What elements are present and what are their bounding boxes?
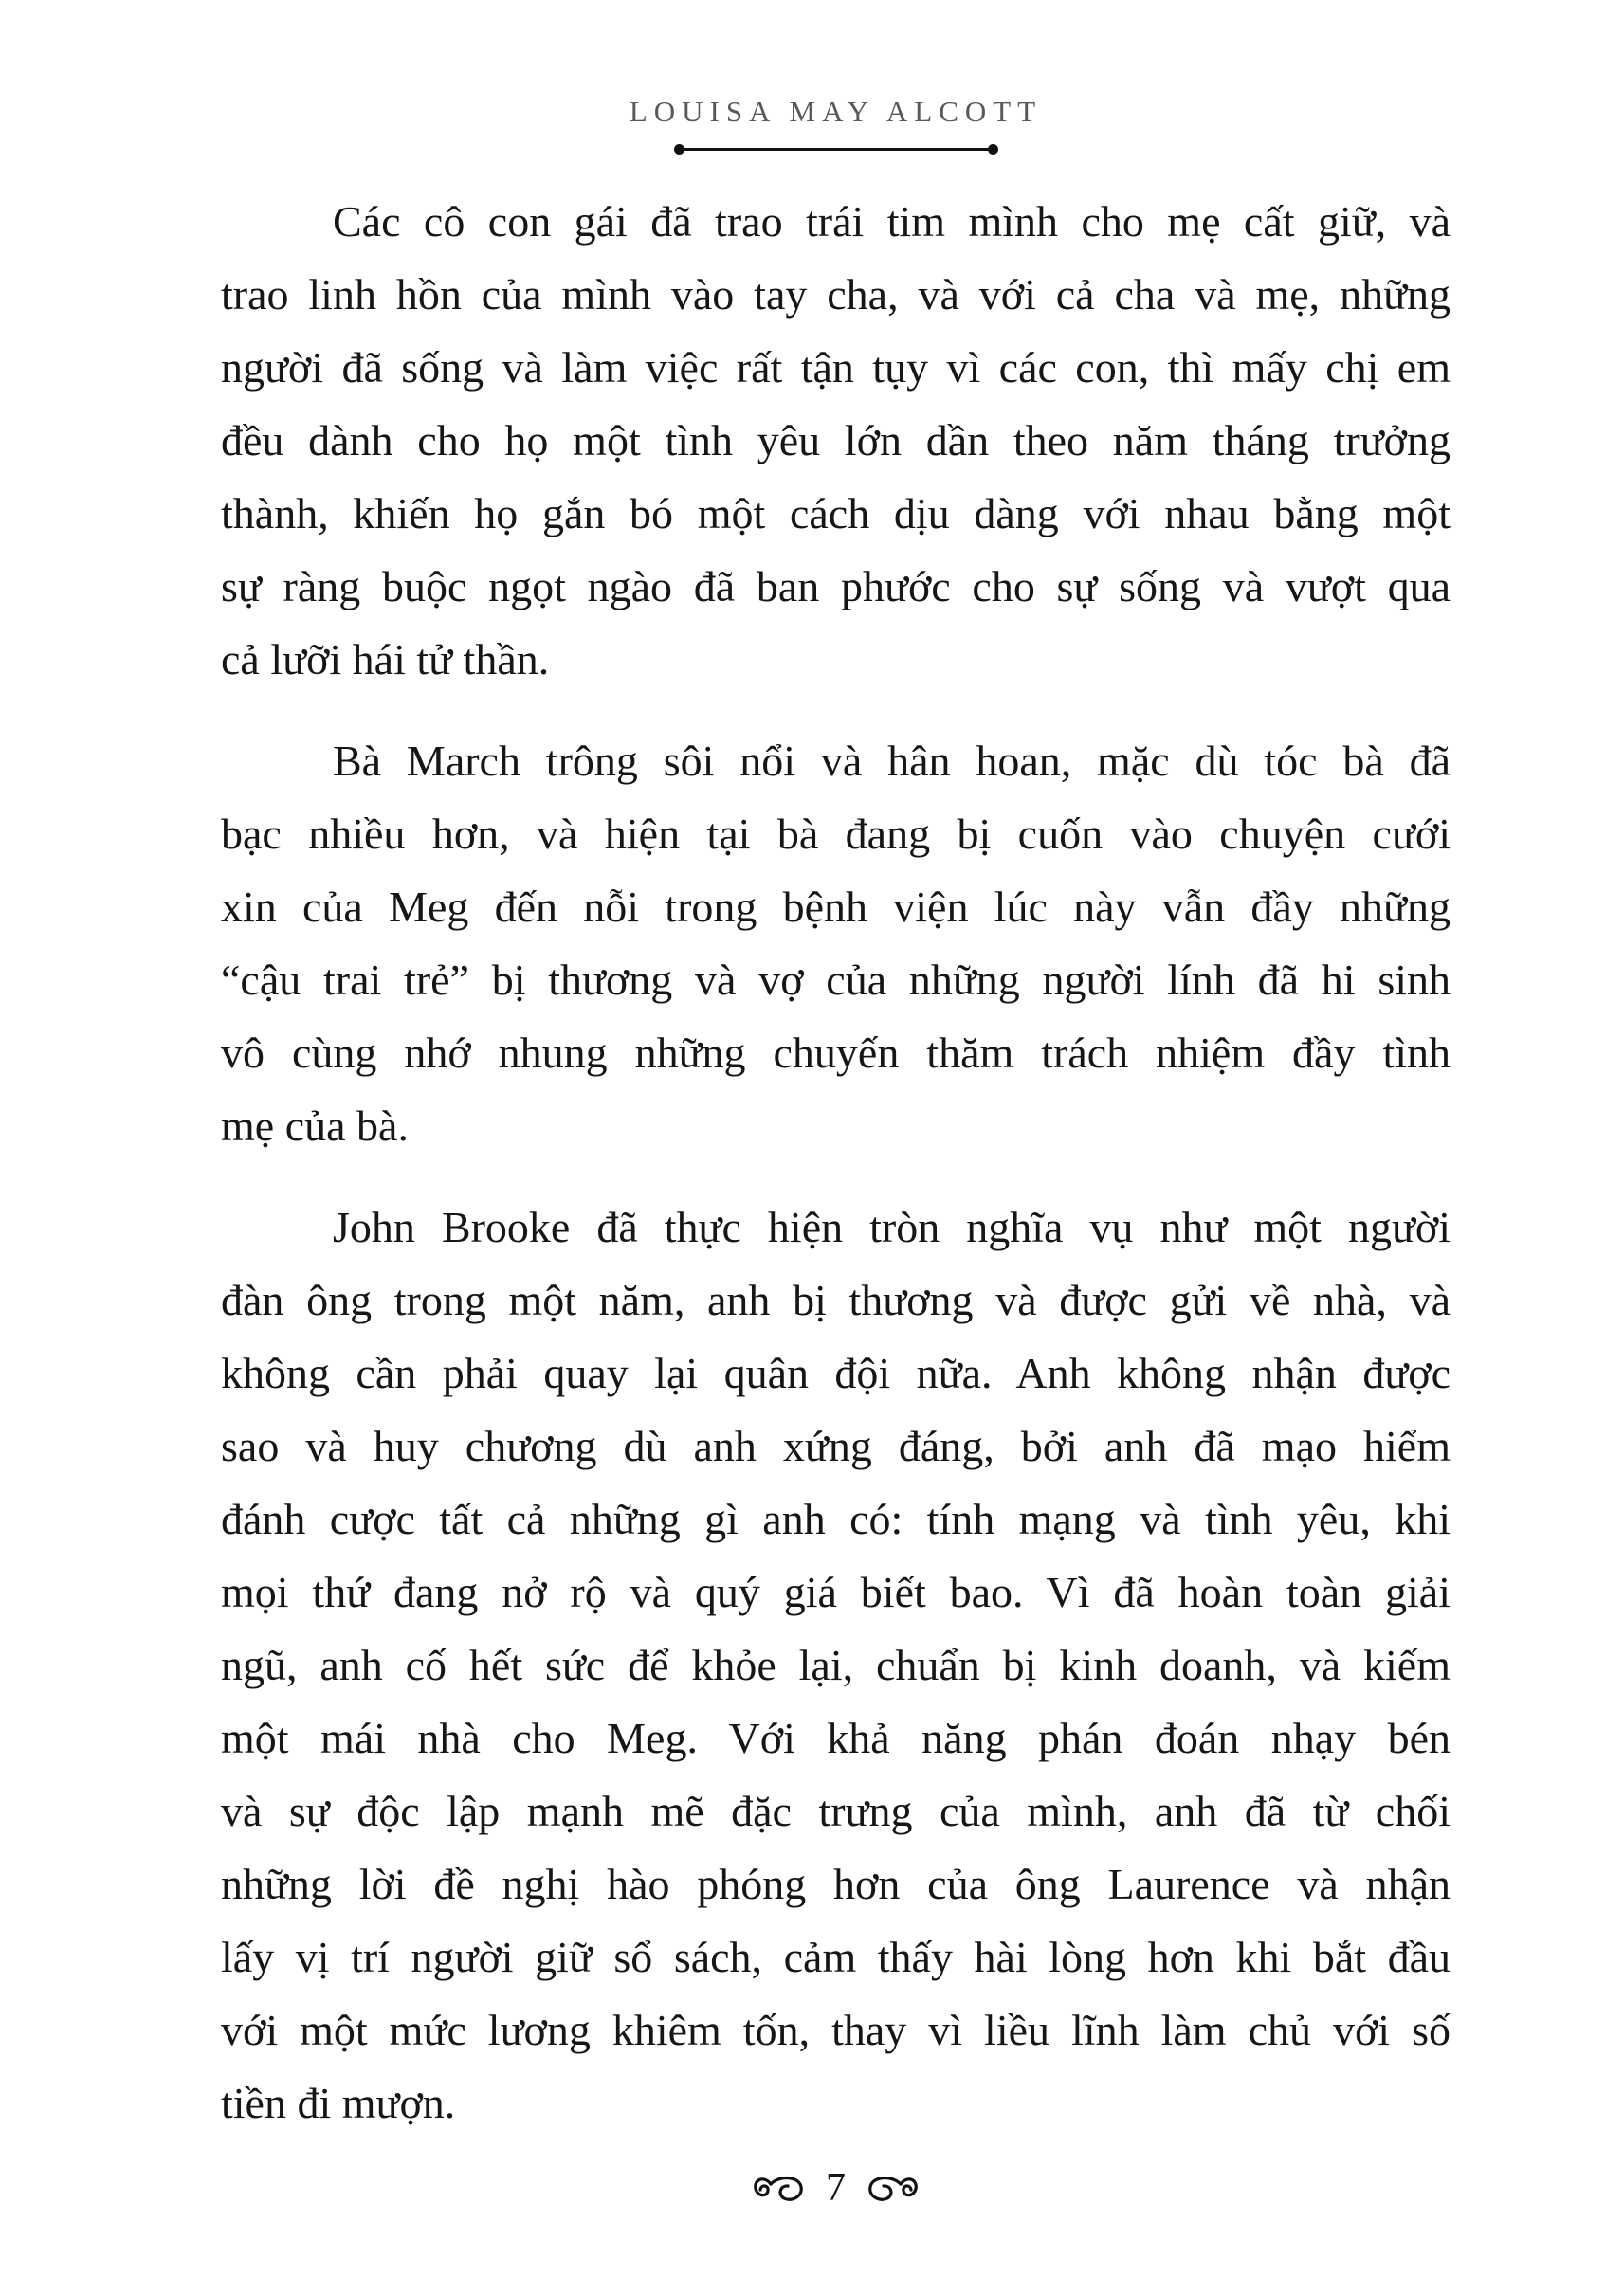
paragraph bbox=[221, 185, 1451, 696]
text-line: lấy vị trí người giữ sổ sách, cảm thấy hài lòng hơn khi bắt đầu bbox=[221, 1933, 1451, 1981]
text-line: sự ràng buộc ngọt ngào đã ban phước cho sự sống và vượt qua bbox=[221, 562, 1451, 610]
text-line: tiền đi mượn. bbox=[221, 2079, 456, 2127]
text-line: xin của Meg đến nỗi trong bệnh viện lúc này vẫn đầy những bbox=[221, 883, 1451, 931]
text-line: với một mức lương khiêm tốn, thay vì liều lĩnh làm chủ với số bbox=[221, 2006, 1451, 2054]
paragraphs bbox=[221, 185, 1451, 2140]
paragraph bbox=[221, 724, 1451, 1162]
text-line: “cậu trai trẻ” bị thương và vợ của những người lính đã hi sinh bbox=[221, 956, 1451, 1004]
page-number: 7 bbox=[826, 2166, 846, 2210]
text-line: sao và huy chương dù anh xứng đáng, bởi anh đã mạo hiểm bbox=[221, 1422, 1451, 1470]
text-line: bạc nhiều hơn, và hiện tại bà đang bị cuốn vào chuyện cưới bbox=[221, 810, 1451, 858]
rule-line bbox=[684, 148, 988, 151]
rule-right-dot bbox=[988, 144, 998, 155]
footer-swash-left-icon bbox=[752, 2172, 805, 2204]
text-line: mẹ của bà. bbox=[221, 1102, 409, 1150]
text-line: Bà March trông sôi nổi và hân hoan, mặc dù tóc bà đã bbox=[333, 737, 1451, 785]
text-line: đàn ông trong một năm, anh bị thương và được gửi về nhà, và bbox=[221, 1276, 1451, 1324]
footer-swash-right-icon bbox=[867, 2172, 920, 2204]
page-footer bbox=[221, 2168, 1451, 2208]
header-rule bbox=[674, 144, 998, 155]
text-line: người đã sống và làm việc rất tận tụy vì các con, thì mấy chị em bbox=[221, 343, 1451, 392]
text-line: cả lưỡi hái tử thần. bbox=[221, 635, 550, 683]
page-header bbox=[221, 0, 1451, 155]
text-line: vô cùng nhớ nhung những chuyến thăm trách nhiệm đầy tình bbox=[221, 1029, 1451, 1077]
text-line: không cần phải quay lại quân đội nữa. Anh không nhận được bbox=[221, 1349, 1451, 1397]
text-line: trao linh hồn của mình vào tay cha, và với cả cha và mẹ, những bbox=[221, 270, 1451, 319]
running-head-author: LOUISA MAY ALCOTT bbox=[629, 95, 1043, 128]
text-line: ngũ, anh cố hết sức để khỏe lại, chuẩn bị kinh doanh, và kiếm bbox=[221, 1641, 1451, 1689]
book-page bbox=[221, 0, 1451, 2208]
text-line: thành, khiến họ gắn bó một cách dịu dàng với nhau bằng một bbox=[221, 489, 1451, 537]
text-line: những lời đề nghị hào phóng hơn của ông Laurence và nhận bbox=[221, 1860, 1451, 1908]
rule-left-dot bbox=[674, 144, 684, 155]
text-line: đều dành cho họ một tình yêu lớn dần theo năm tháng trưởng bbox=[221, 416, 1451, 464]
text-line: Các cô con gái đã trao trái tim mình cho mẹ cất giữ, và bbox=[333, 197, 1451, 246]
text-line: mọi thứ đang nở rộ và quý giá biết bao. Vì đã hoàn toàn giải bbox=[221, 1568, 1451, 1616]
text-line: đánh cược tất cả những gì anh có: tính mạng và tình yêu, khi bbox=[221, 1495, 1451, 1543]
text-line: một mái nhà cho Meg. Với khả năng phán đoán nhạy bén bbox=[221, 1714, 1451, 1762]
page-body bbox=[221, 185, 1451, 2140]
text-line: John Brooke đã thực hiện tròn nghĩa vụ như một người bbox=[333, 1203, 1451, 1251]
paragraph bbox=[221, 1191, 1451, 2140]
text-line: và sự độc lập mạnh mẽ đặc trưng của mình, anh đã từ chối bbox=[221, 1787, 1451, 1835]
